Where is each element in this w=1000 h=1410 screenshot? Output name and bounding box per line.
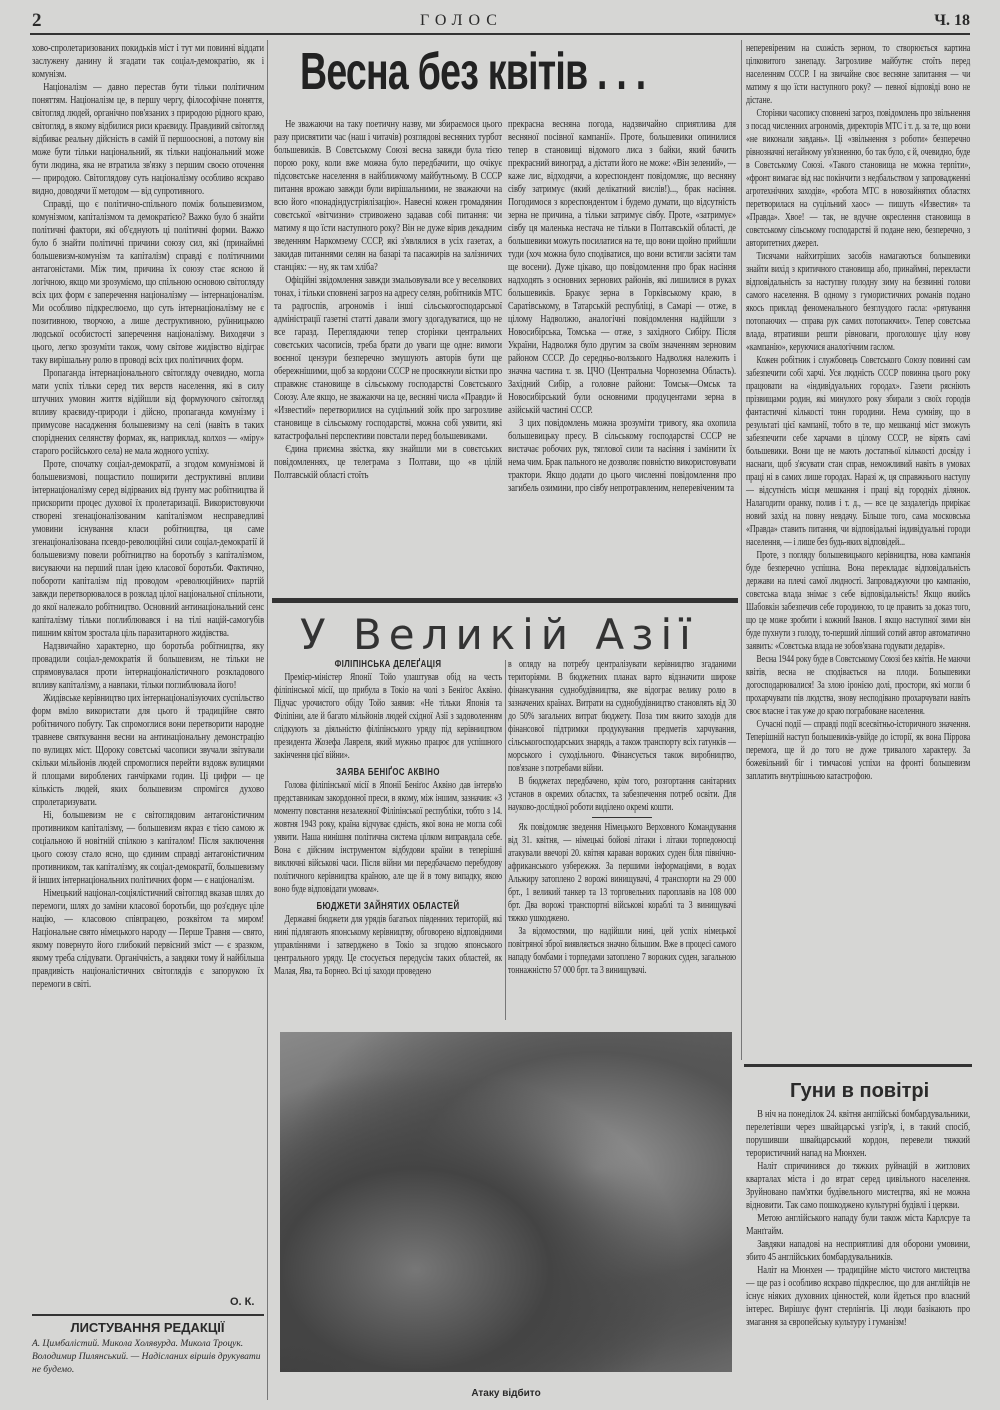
headline-spring: Весна без квітів . . . bbox=[300, 43, 646, 101]
huns-article bbox=[746, 1108, 970, 1329]
paragraph: Ні, большевизм не є світоглядовим антагоністичним противником капіталізму, — большевизм якраз є тією самою ж соціальною й новітній спілкою з капіталом! Після заключення цього союзу стало ясно, що єдиним справді антагоністичним противником, так капіталізму, як соціал-демократії, большевизму й інших інтернаціональних політичних форм — є націоналізм. bbox=[32, 810, 265, 886]
article-signature: О. К. bbox=[230, 1296, 255, 1308]
spring-article-col1 bbox=[274, 118, 502, 482]
left-column-article bbox=[32, 42, 264, 991]
paragraph: неперевіреним на схожість зерном, то створюється картина цілковитого занепаду. Загрозливе майбутнє стоїть перед населенням СССР. І на звичайне своє весняне запитання — чи матиму я що їсти наступного року? — певної відповіді воно не дістане. bbox=[746, 43, 971, 106]
paragraph: Весна 1944 року буде в Совєтському Союзі без квітів. Не маючи квітів, весна не сподівається на плоди. Большевики догосподарювалися! За злою іронією долі, простори, які могли б прохарчувати пів людства, знову несподівано прохарчувати навіть своє власне і так уже до краю пограбоване населення. bbox=[746, 654, 971, 717]
photo-caption: Атаку відбито bbox=[471, 1388, 541, 1399]
header-rule bbox=[30, 33, 970, 35]
column-divider bbox=[505, 660, 506, 1020]
paragraph: Надзвичайно характерно, що боротьба робітництва, яку провадили соціал-демократія й большевизм, не тільки не спрямовувалася проти інтернаціоналістичного розкладового впливу капіталізму, а навпаки, тільки поглиблювала його! bbox=[32, 641, 265, 691]
asia-col1 bbox=[274, 658, 502, 978]
paragraph: В ніч на понеділок 24. квітня англійські бомбардувальники, перелетівши через швайцарські узгір'я, і, в такий спосіб, порушивши швайцарський кордон, перевели тяжкий терористичний напад на Мюнхен. bbox=[746, 1109, 970, 1159]
paragraph: хово-спролетаризованих покидьків міст і тут ми повинні віддати заслужену данину й згадати так соціал-демократію, як і комунізм. bbox=[32, 43, 264, 80]
spring-col1-text bbox=[274, 118, 502, 482]
paragraph: в огляду на потребу централізувати керівництво згаданими територіями. В бюджетних планах варто відзначити широке фінансування суднобудівництва, яке відограє велику ролю в зазначених країнах. Витрати на суднобудівництво становлять від 30 до 50% загальних витрат бюджету. Поза тим вжито заходів для фінансової підтримки продукування предметів харчування, сільськогосподарських знарядь, а також транспорту всіх гатунків — морського і суходільного. Фінансується також виробництво, пов'язане з потребами війни. bbox=[508, 659, 736, 774]
paragraph: Кожен робітник і службовець Совєтського Союзу повинні сам забезпечити собі харчі. Уся людність СССР повинна цього року працювати на «індивідуальних городах». Газети рясніють прізвищами родин, які минулого року збирали з своїх городів фантастичні кількості тонн городини. Нема сумніву, що в результаті цієї кампанії, тобто в те, що мешканці міст зможуть забезпечити себе харчами в цілому СССР, не вірять самі большевики. Вони ще не мають достатньої кількості досвіду і наснаги, щоб з'ясувати стан справ, неможливий навіть в умовах праці ні в самих лише городах. Наразі ж, ця справжнього наступу — відсутність місця мешкання і праці від городніх ділянок. Налагодити оранку, полив і т. д., — все це заздалегідь прирікає новий захід на повну невдачу. Більше того, сама московська «Правда» ставить питання, чи відповідальні індивідуальні городи населення, — і лише без будь-яких відповідей... bbox=[746, 355, 971, 548]
paragraph: Справді, що є політично-спільного поміж большевизмом, комунізмом, капіталізмом та демократією? Важко було б знайти політичні фактори, які об'єднують ці політичні форми. Важко було б знайти політичні причини союзу сил, які (принаймні большевизм-комунізм та капіталізм) справді є політичними антагоністами. Між тим, причина їх союзу стає ясною й логічною, якщо ми зрозуміємо, що спільною основою світогляду всіх цих форм є заперечення націоналізму — інтернаціоналізм. Ми особливо підкреслюємо, що суть інтернаціоналізму не є позитивною, творчою, а лише деструктивною, руїнницькою людської особистості заперечення націоналізму. Виходячи з цього, легко зрозуміти також, чому світове жидівство відіграє таку вирішальну ролю в проводі всіх цих політичних форм. bbox=[32, 199, 265, 366]
divider bbox=[592, 817, 652, 818]
section-rule bbox=[272, 598, 738, 603]
paragraph: Проте, з погляду большевицького керівництва, нова кампанія буде безперечно успішна. Вона перекладає відповідальність держави на плечі самої людності. Запроваджуючи цю кампанію, совєтська влада знімає з себе відповідальність! Якщо якийсь Шабовкін забезпечив себе городиною, то це править за доказ того, що це може зробити і кожний Іванов. І якщо наступної зими він буде пухнути з голоду, то-перший ліпший сотий автор автоматично заявить: «Совєтська влада не зобов'язана годувати дедарів». bbox=[746, 550, 971, 652]
war-photo bbox=[280, 1032, 732, 1372]
paragraph: За відомостями, що надійшли нині, цей успіх німецької повітряної зброї виявляється значно більшим. Вже в процесі самого нападу бомбами і торпедами затоплено 7 ворожих суден, загальною тоннажністю 57 000 брт. та 3 винищувачі. bbox=[508, 926, 736, 976]
correspondence-title: ЛИСТУВАННЯ РЕДАКЦІЇ bbox=[70, 1320, 225, 1335]
paragraph: Проте, спочатку соціал-демократії, а згодом комунізмові й большевизмові, пощастило поширити деструктивні впливи інтернаціоналізму серед відірваних від ґрунту мас робітництва й прискорити процес духової їх пролетаризації. Використовуючи створені згенаціоналізованим капіталізмом несправедливі умовини існування класи робітництва, ця саме згенаціоналізована псевдо-революційні сили соціал-демократії й большевизму повели робітництво на боротьбу з капіталізмом, висуваючи на перший план ідею класової боротьби. Фактично, побороти капіталізм під проводом «революційних» партій завжди перетворювалося в розклад цілої національної спільноти, до якої належало робітництво. Основний антинаціональний сенс капіталізму тільки поглиблювався і на тілі націй-самогубів пишним квітом зростала ціль паразитарного жидівства. bbox=[32, 459, 265, 639]
paragraph: Наліт спричинився до тяжких руйнацій в житлових кварталах міста і до втрат серед цивільного населення. Зруйновано пам'ятки будівельного мистецтва, які не можна відновити. Так само пошкоджено культурні будівлі і церкви. bbox=[746, 1161, 970, 1211]
paragraph: Сторінки часопису сповнені загроз, повідомлень про звільнення з посад численних агрономів, директорів МТС і т. д. за те, що вони «не виконали завдань». Ці «звільнення з роботи» безперечно рівнозначні негайному ув'язненню, бо так було, є й, очевидно, буде в Совєтському Союзі. «Такого становища не можна терпіти», «фронт вимагає від нас покінчити з недбальством у запровадженні агротехнічних заходів», «робота МТС в новозайнятих областях перетворилася на суцільний хаос» — пишуть «Известия» та «Правда». Хвое! — так, не вдучне окреслення становища в совєтському сільському господарстві й подане нею, безперечно, з авторитетних джерел. bbox=[746, 108, 971, 249]
headline-huns: Гуни в повітрі bbox=[790, 1080, 930, 1102]
paragraph: Голова філіпінської місії в Японії Беніґос Аквіно дав інтерв'ю представникам закордонної преси, в якому, між іншим, зазначив: «З моменту повстання незалежної Філіпінської республіки, тобто з 14. жовтня 1943 року, країна відчуває єдність, якої вона не могла собі уявити. Наша нинішня політична система цілком виправдала себе. Вона є дійсним інструментом відбудови країни в теперішні виключні військові часи. Після війни ми передбачаємо перебудову політичного керівництва країною, але ще й в тому випадку, якою воно буде відповідати умовам». bbox=[274, 780, 502, 895]
right-column-article bbox=[746, 42, 970, 783]
paragraph: Як повідомляє зведення Німецького Верховного Командування від 31. квітня, — німецькі бойові літаки і літаки торпедоносці атакували ввечорі 20. квітня караван ворожих суден біля північно-африканського узбережжя. За першими інформаціями, в водах Альжиру затоплено 2 ворожі винищувачі, 4 транспорти на 29 000 брт., 1 великий танкер та 13 торговельних пароплавів на 108 000 брт. Два ворожі транспортні військові кораблі та 3 винищувачі тяжко ушкоджено. bbox=[508, 822, 736, 924]
paragraph: Державні бюджети для урядів багатьох південних територій, які нині підлягають японському керівництву, обговорено відповідними управліннями і затверджено в Токіо за згодою японського центрального уряду. Це стосується передусім таких областей, як Малая, Ява, та Борнео. Всі ці заходи проведено bbox=[274, 914, 502, 977]
left-column-text bbox=[32, 42, 264, 991]
paragraph: Жидівське керівництво цих інтернаціоналізуючих суспільство форм вміло використати для цього й традиційне свято робітничого побуту. Так спромоглися вони перетворити народне травневе святкування весни на антинаціональну демонстрацію по вулицях міст. Щороку совєтські часописи звучали звітували скільки мільйонів людей спромоглися перейти вздовж вулицями й площами вироблених ганчірками годин. Ці цифри — це кількість людей, яких большевизм спромігся духово спролетаризувати. bbox=[32, 693, 265, 808]
paragraph: В бюджетах передбачено, крім того, розгортання санітарних установ в окремих областях, та забезпечення потреб освіти. Для науково-дослідної роботи виділено окремі кошти. bbox=[508, 776, 736, 813]
page-number: 2 bbox=[32, 10, 42, 31]
divider bbox=[744, 1064, 972, 1067]
asia-col1-text bbox=[274, 658, 502, 978]
column-divider bbox=[741, 40, 742, 1060]
paragraph: Тисячами найхитріших засобів намагаються большевики знайти вихід з критичного становища або, принаймні, перекласти відповідальність за наступну голодну зиму на безвинні голови самого населення. В одному з гумористичних романів подано якось приклад феноменального безглуздого гасла: «рятування потопаючих — справа рук самих потопаючих». Тепер совєтська влада, втративши решти рівноваги, проголошує цілу нову «кампанію», керуючися аналогічним гаслом. bbox=[746, 251, 971, 353]
paragraph: Офіційні звідомлення завжди змальовували все у веселкових тонах, і тільки сповнені загроз на адресу селян, робітників МТС та радгоспів, агрономів і інші сільськогосподарської адміністрації газетні статті давали змогу здогадуватися, що не все гаразд. Переглядаючи тепер сторінки центральних совєтських часописів, треба брати до уваги ще одне: вимоги воєнної цензури безперечно змушують авторів бути ще обережнішими, щоб за кордони СССР не просякнули вістки про справжнє становище в сільському господарстві Совєтського Союзу. Але якщо, не зважаючи на це, весняні числа «Правди» й «Известий» перетворилися на суцільний зойк про загрозливе становище в сільському господарстві, можна собі уявити, які катастрофальні перспективи повстали перед большевиками. bbox=[274, 275, 502, 442]
paragraph: Націоналізм — давно перестав бути тільки політичним поняттям. Націоналізм це, в першу чергу, філософічне поняття, світогляд людей, органічно пов'язаних з природою рідного краю, світогляд, в якому відбилися риси краєвиду. Правдивий світогляд відбиває реальну дійсність в самій її першооснові, а потому він може бути тільки національний, як тільки національний може бути людина, яка не втратила зв'язку з першим своєю оточення — природою. Світоглядову суть націоналізму особливо яскраво видно, доводячи її методом — від супротивного. bbox=[32, 82, 265, 197]
correspondence-text: А. Цимбаліcтий. Микола Холявурда. Микола Троцук. Володимир Пилянський. — Надісланих віршів друкувати не будемо. bbox=[32, 1339, 261, 1375]
right-column-text bbox=[746, 42, 970, 783]
asia-col2 bbox=[508, 658, 736, 977]
subheading: БЮДЖЕТИ ЗАЙНЯТИХ ОБЛАСТЕЙ bbox=[316, 900, 460, 912]
subheading: ЗАЯВА БЕНІҐОС АКВІНО bbox=[336, 766, 440, 778]
paragraph: Сучасні події — справді події всесвітньо-історичного значення. Теперішній наступ большевиків-увійде до історії, як вона Піррова перемога, ще й до того не дуже тривалого характеру. За божевільний біг і тимчасові успіхи на фронті большевизм заплатить внутрішньою катастрофою. bbox=[746, 719, 971, 782]
paragraph: Не зважаючи на таку поетичну назву, ми збираємося цього разу присвятити час (наш і читачів) розглядові весняних турбот большевиків. В Совєтському Союзі весна завжди була тією порою року, коли вже можна було передбачити, що очікує підсовєтське населення в найближчому майбутньому. В СССР питання врожаю завжди були вирішальними, не зважаючи на всю його «понадіндустріялізацію». Навесні кожен громадянин совєтської «вітчизни» стривожено задавав собі питання: чи матиму я що їсти наступного року? Він не дуже вірив декадним зведенням Наркомзему СССР, які з'являлися в усіх газетах, а закидав питаннями селян на базарі та пасажирів на залізничих станціях: — ну, як там хліба? bbox=[274, 119, 502, 273]
newspaper-title: ГОЛОС bbox=[420, 12, 503, 29]
paragraph: Єдина приємна звістка, яку знайшли ми в совєтських повідомленнях, це телеграма з Полтави, що «в цілій Полтавській області стоїть bbox=[274, 444, 502, 481]
paragraph: Премієр-міністер Японії Тойо улаштував обід на честь філіпінської місії, що прибула в Токіо на чолі з Беніґос Аквіно. Підчас урочистого обіду Тойо заявив: «Не тільки Японія та Філіпіни, але й багато мільйонів людей східної Азії з задоволенням слідкують за діяльністю філіпінського уряду під керівництвом президента Жозефа Лавреля, який мужньо працює для успішного закінчення цієї війни». bbox=[274, 672, 502, 761]
paragraph: Пропаганда інтернаціонального світогляду очевидно, могла мати успіх тільки серед тих верств населення, які в силу штучних умовин життя відійшли від формуючого світогляд впливу краєвиду-природи і дійсно, пропаганда комунізму і примусове насадження большевизму на селі (навіть в таких споріднених селянству формах, як, наприклад, колхоз — «міру» старого російського села) не мала жодного успіху. bbox=[32, 368, 265, 457]
paragraph: прекрасна весняна погода, надзвичайно сприятлива для весняної посівної кампанії». Проте, большевики опинилися тепер в становищі відомого лиса з байки, який бачить прекрасний виноград, а дістати його не може: «Він зелений», — каже лис, відходячи, а кореспондент повідомляє, що весняну сівбу затримує (який делікатний вислів!)..., брак насіння. Погодимося з кореспондентом і будемо думати, що відсутність зерна не причина, а тільки затримує сівбу. Проте, «затримує» сівбу ця маленька нестача не тільки в Полтавській області, де большевики можуть посилатися на те, що вони щойно прийшли туди (хоч можна було сподіватися, що вони встигли засіяти там ще восени). Дуже цікаво, що повідомлення про брак насіння надходять з основних зернових районів, які лишилися в руках большевиків. Бракує зерна в Горківському краю, в Саратівському, в Татарській республіці, в Самарі — отже, в цілому Надволжю, аналогічні повідомлення надійшли з Новосибірська, Томська — отже, з західного Сибіру. Після України, Надволжя було другим за своїм значенням зерновим районом СССР. До середньо-волзького Надволжя належить і значна частина т. зв. ЦЧО (Центральна Чорноземна Область). Західний Сибір, а головне райони: Томськ—Омськ та Новосибірський були основними продуцентами зерна в азійській частині СССР. bbox=[508, 119, 736, 416]
headline-asia: У Великій Азії bbox=[300, 610, 698, 659]
paragraph: Наліт на Мюнхен — традиційне місто чистого мистецтва — ще раз і особливо яскраво підкреслює, що для англійців не існує ніяких духовних цінностей, коли йдеться про власний інтерес. Вирішує фунт стерлінгів. Ці люди базікають про змагання за європейську культуру і гуманізм! bbox=[746, 1265, 970, 1328]
spring-col2-text bbox=[508, 118, 736, 495]
column-divider bbox=[267, 40, 268, 1400]
paragraph: Завдяки нападові на несприятливі для оборони умовини, збито 45 англійських бомбардувальників. bbox=[746, 1239, 970, 1263]
divider bbox=[32, 1314, 264, 1316]
paragraph: Метою англійського нападу були також міста Карлсруе та Манґгайм. bbox=[746, 1213, 970, 1237]
asia-col2-text bbox=[508, 658, 736, 977]
subheading: ФІЛІПІНСЬКА ДЕЛЕҐАЦІЯ bbox=[334, 658, 442, 670]
paragraph: Німецький націонал-соціялістичний світогляд вказав шлях до перемоги, шлях до заміни класової боротьби, що роз'єднує ціле націю, — класовою співпрацею, розквітом та миром! Національне свято німецького народу — Перше Травня — свято, якому повернуто його глибокий первісний зміст — є зразком, якому треба слідувати. Органічність, а завдяки тому й найбільша правдивість націоналістичних світоглядів є запорукою їх перемоги в світі. bbox=[32, 888, 265, 990]
issue-number: Ч. 18 bbox=[934, 12, 970, 29]
huns-text bbox=[746, 1108, 970, 1329]
paragraph: З цих повідомлень можна зрозуміти тривогу, яка охопила большевицьку пресу. В сільському господарстві СССР не вистачає робочих рук, тяглової сили та насіння і замінити їх нема чим. Брак пального не дозволяє повністю використовувати трактори. Якщо додати до цього численні повідомлення про загибель озимини, про сівбу непротравленим, неперевіченим та bbox=[508, 418, 736, 494]
spring-article-col2 bbox=[508, 118, 736, 495]
